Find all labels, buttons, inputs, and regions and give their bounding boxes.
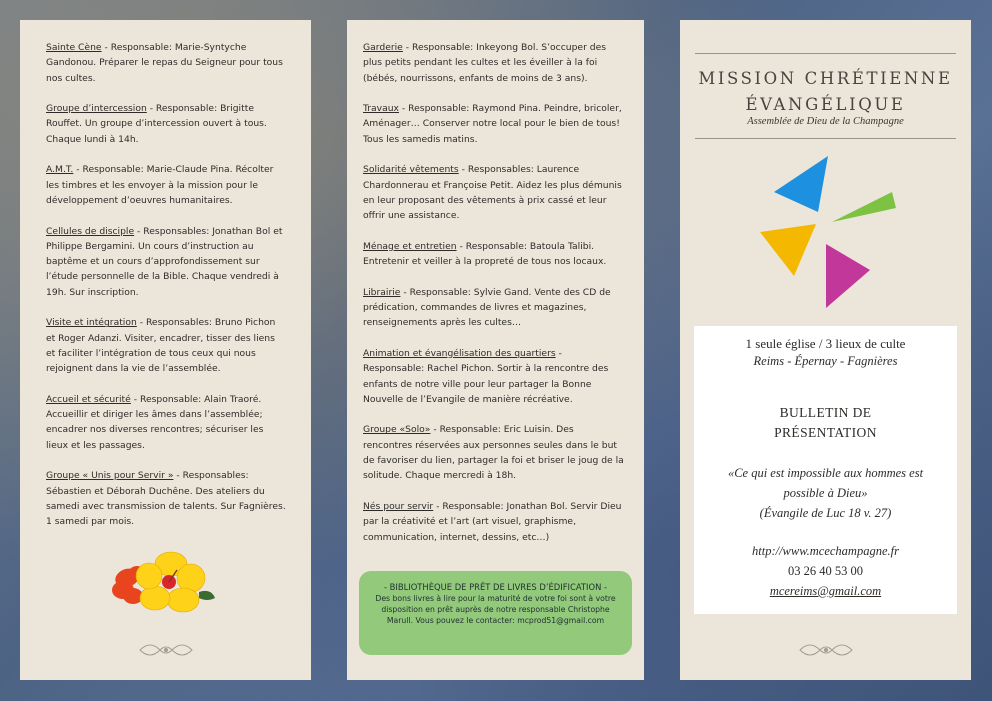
ministry-description: - Responsables: Laurence Chardonnerau et Françoise Petit. Aidez les plus démunis en leur proposant des vêtements à prix cassé et leur offrir une assistance. xyxy=(363,164,622,222)
logo-green-shape xyxy=(832,192,896,222)
locations: Reims - Épernay - Fagnières xyxy=(753,354,898,368)
ministry-title: Groupe d’intercession xyxy=(46,103,147,115)
ministry-entry xyxy=(46,392,287,453)
logo-blue-shape xyxy=(774,156,828,212)
title-line1: MISSION CHRÉTIENNE xyxy=(698,69,953,88)
cover-panel xyxy=(680,20,971,680)
ministry-list-middle xyxy=(363,40,624,545)
ornament-divider xyxy=(796,638,856,662)
ministry-title: Animation et évangélisation des quartiers xyxy=(363,347,556,359)
ministry-title: Librairie xyxy=(363,286,401,298)
church-logo xyxy=(752,152,902,312)
left-panel xyxy=(20,20,311,680)
ministry-description: - Responsable: Jonathan Bol. Servir Dieu par la créativité et l’art (art visuel, graphisme, communication, internet, dessins, etc…) xyxy=(363,500,622,543)
ministry-title: Solidarité vêtements xyxy=(363,164,459,176)
ministry-entry xyxy=(46,101,287,147)
ministry-entry xyxy=(46,224,287,300)
ministry-entry xyxy=(363,422,624,483)
church-subtitle: Assemblée de Dieu de la Champagne xyxy=(747,116,904,127)
ministry-title: Visite et intégration xyxy=(46,317,137,329)
email-link[interactable]: mcereims@gmail.com xyxy=(769,584,882,598)
ministry-list-left xyxy=(46,40,287,530)
ministry-title: Travaux xyxy=(363,103,399,115)
ministry-entry xyxy=(46,162,287,208)
ministry-entry xyxy=(363,499,624,545)
ministry-description: - Responsable: Sylvie Gand. Vente des CD de prédication, commandes de livres et magazines, renseignements après les cultes… xyxy=(363,286,611,329)
phone-number: 03 26 40 53 00 xyxy=(788,564,863,578)
ministry-description: - Responsable: Marie-Claude Pina. Récolter les timbres et les envoyer à la mission pour le développement d’oeuvres humanitaires. xyxy=(46,164,274,206)
ministry-title: Sainte Cène xyxy=(46,42,102,53)
top-rule xyxy=(695,53,956,54)
info-box xyxy=(694,326,957,614)
ministry-title: Ménage et entretien xyxy=(363,240,457,252)
logo-yellow-shape xyxy=(760,224,816,276)
quote-reference: (Évangile de Luc 18 v. 27) xyxy=(759,506,892,520)
title-line2: ÉVANGÉLIQUE xyxy=(745,95,906,114)
ministry-description: - Responsable: Alain Traoré. Accueillir et diriger les âmes dans l’assemblée; encadrer nos diverses rencontres; sécuriser les lieux et les passages. xyxy=(46,393,264,451)
ministry-entry xyxy=(363,285,624,331)
logo-magenta-shape xyxy=(826,244,870,308)
ministry-entry xyxy=(363,101,624,147)
bulletin-heading xyxy=(694,403,957,443)
contact-block xyxy=(694,541,957,601)
ministry-description: - Responsable: Brigitte Rouffet. Un groupe d’intercession ouvert à tous. Chaque lundi à 14h. xyxy=(46,103,267,145)
ministry-title: Nés pour servir xyxy=(363,500,434,512)
library-box xyxy=(359,571,632,655)
ministry-title: Groupe «Solo» xyxy=(363,424,431,436)
ministry-entry xyxy=(363,346,624,407)
ministry-title: Cellules de disciple xyxy=(46,225,135,237)
library-text: Des bons livres à lire pour la maturité de votre foi sont à votre disposition en prêt auprès de notre responsable Christophe Marull. Vous pouvez le contacter: mcprod51@gmail.com xyxy=(375,594,616,625)
ministry-description: - Responsable: Marie-Syntyche Gandonou. Préparer le repas du Seigneur pour tous nos cultes. xyxy=(46,42,283,84)
ministry-description: - Responsables: Sébastien et Déborah Duchêne. Des ateliers du samedi avec transmission de talents. Sur Fagnières. 1 samedi par mois. xyxy=(46,470,286,528)
bible-quote xyxy=(694,463,957,523)
ministry-description: - Responsable: Eric Luisin. Des rencontres réservées aux personnes seules dans le but de favoriser du lien, partager la foi et briser le joug de la solitude. Chaque mercredi à 18h. xyxy=(363,424,624,482)
ministry-description: - Responsable: Inkeyong Bol. S’occuper des plus petits pendant les cultes et les éveiller à la foi (bébés, nourrissons, enfants de moins de 3 ans). xyxy=(363,42,607,84)
ministry-description: - Responsables: Jonathan Bol et Philippe Bergamini. Un cours d’instruction au baptême et un cours d’approfondissement sur l’étude personnelle de la Bible. Chaque vendredi à 19h. Sur inscription. xyxy=(46,225,283,298)
ministry-entry xyxy=(363,162,624,223)
tagline: 1 seule église / 3 lieux de culte xyxy=(745,336,906,351)
ministry-entry xyxy=(46,468,287,529)
ministry-entry xyxy=(46,40,287,86)
church-title xyxy=(680,66,971,118)
ministry-entry xyxy=(363,239,624,270)
website-link[interactable]: http://www.mcechampagne.fr xyxy=(752,544,899,558)
quote-text: «Ce qui est impossible aux hommes est possible à Dieu» xyxy=(727,466,924,500)
ornament-divider xyxy=(136,638,196,662)
bulletin-line1: BULLETIN DE xyxy=(779,405,872,420)
ministry-entry xyxy=(46,315,287,376)
ministry-title: A.M.T. xyxy=(46,164,74,176)
ministry-description: - Responsable: Batoula Talibi. Entretenir et veiller à la propreté de tous nos locaux. xyxy=(363,240,607,268)
bulletin-line2: PRÉSENTATION xyxy=(774,425,877,440)
bottom-rule xyxy=(695,138,956,139)
flower-illustration xyxy=(103,548,223,618)
ministry-description: - Responsable: Rachel Pichon. Sortir à la rencontre des enfants de notre ville pour leur partager la Bonne Nouvelle de l’Evangile de manière récréative. xyxy=(363,347,609,405)
middle-panel xyxy=(347,20,644,680)
ministry-description: - Responsables: Bruno Pichon et Roger Adanzi. Visiter, encadrer, tisser des liens et faciliter l’intégration de tous ceux qui nous rejoignent dans la vie de l’assemblée. xyxy=(46,317,276,375)
ministry-description: - Responsable: Raymond Pina. Peindre, bricoler, Aménager… Conserver notre local pour le bien de tous! Tous les samedis matins. xyxy=(363,103,622,145)
library-title: - BIBLIOTHÈQUE DE PRÊT DE LIVRES D’ÉDIFICATION - xyxy=(383,582,608,592)
ministry-title: Groupe « Unis pour Servir » xyxy=(46,470,174,482)
ministry-title: Garderie xyxy=(363,42,403,53)
ministry-title: Accueil et sécurité xyxy=(46,393,131,405)
ministry-entry xyxy=(363,40,624,86)
